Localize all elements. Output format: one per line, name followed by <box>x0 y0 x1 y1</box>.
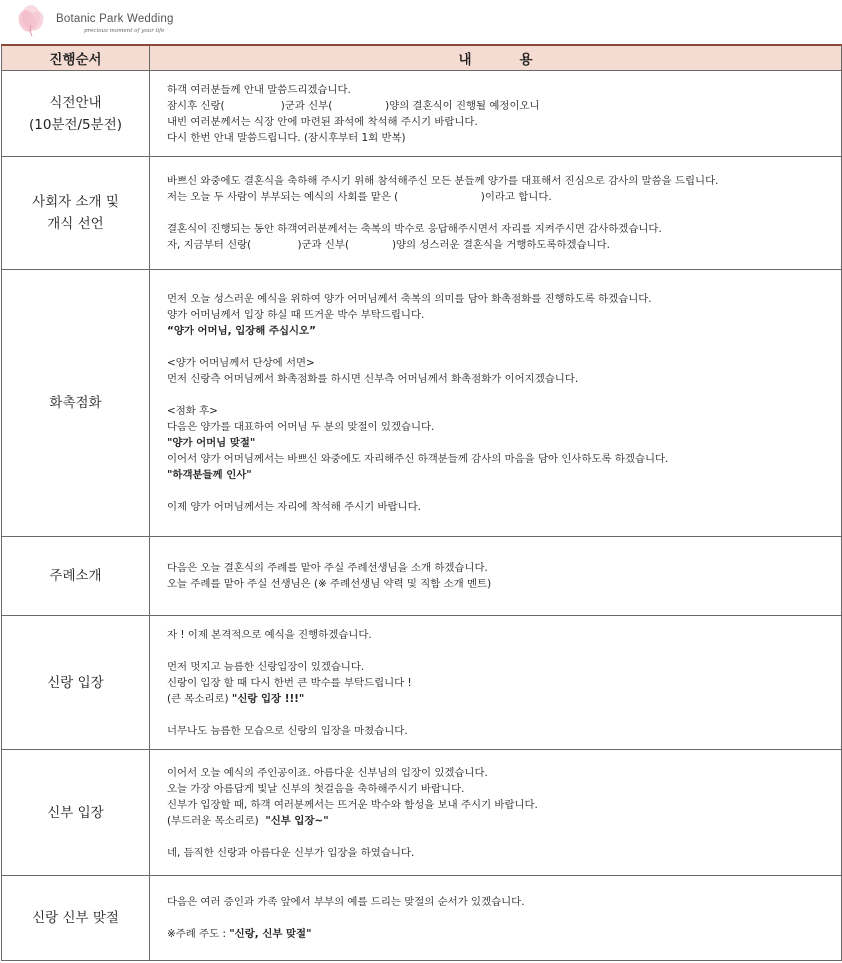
content-cell <box>150 537 842 616</box>
step-cell <box>2 876 150 961</box>
script-line: 먼저 오늘 성스러운 예식을 위하여 양가 어머님께서 축복의 의미를 담아 화촉점화를 진행하도록 하겠습니다. <box>167 293 652 305</box>
logo-subtitle: precious moment of your life <box>84 28 165 34</box>
column-header-step: 진행순서 <box>2 45 150 71</box>
script-line: (부드러운 목소리로) "신부 입장~" <box>167 814 329 827</box>
step-label: 화촉점화 <box>49 395 102 411</box>
table-row <box>2 750 842 876</box>
script-line: 결혼식이 진행되는 동안 하객여러분께서는 축복의 박수로 응답해주시면서 자리를 지켜주시면 감사하겠습니다. <box>167 223 662 235</box>
script-line: 신부가 입장할 때, 하객 여러분께서는 뜨거운 박수와 함성을 보내 주시기 바랍니다. <box>167 798 538 811</box>
logo-title: Botanic Park Wedding <box>56 13 174 25</box>
step-cell <box>2 750 150 876</box>
script-line: 이어서 오늘 예식의 주인공이죠. 아름다운 신부님의 입장이 있겠습니다. <box>167 766 488 779</box>
content-cell <box>150 616 842 750</box>
content-cell <box>150 71 842 157</box>
flower-logo-icon <box>14 3 48 37</box>
script-line: “양가 어머님, 입장해 주십시오” <box>167 325 316 337</box>
table-header-row <box>2 45 842 71</box>
script-line: <양가 어머님께서 단상에 서면> <box>167 357 315 369</box>
script-line: 이제 양가 어머님께서는 자리에 착석해 주시기 바랍니다. <box>167 501 421 513</box>
script-line: 내빈 여러분께서는 식장 안에 마련된 좌석에 착석해 주시기 바랍니다. <box>167 115 478 128</box>
script-line: ※주례 주도 : "신랑, 신부 맞절" <box>167 928 312 940</box>
paragraph-gap <box>167 339 841 355</box>
wedding-program-table <box>1 44 842 961</box>
script-line: <점화 후> <box>167 405 218 417</box>
paragraph-gap <box>167 387 841 403</box>
script-line: 양가 어머님께서 입장 하실 때 뜨거운 박수 부탁드립니다. <box>167 309 425 321</box>
step-cell <box>2 71 150 157</box>
content-cell <box>150 270 842 537</box>
script-line: 하객 여러분들께 안내 말씀드리겠습니다. <box>167 83 351 96</box>
step-cell <box>2 270 150 537</box>
script-line: 신랑이 입장 할 때 다시 한번 큰 박수를 부탁드립니다 ! <box>167 676 412 689</box>
step-label: 신랑 신부 맞절 <box>32 910 119 926</box>
paragraph-gap <box>167 643 841 659</box>
table-row <box>2 157 842 270</box>
step-label: (10분전/5분전) <box>28 116 122 133</box>
script-line: 다음은 양가를 대표하여 어머님 두 분의 맞절이 있겠습니다. <box>167 421 435 433</box>
step-label: 식전안내 <box>49 94 102 111</box>
script-line: 오늘 가장 아름답게 빛날 신부의 첫걸음을 축하해주시기 바랍니다. <box>167 782 465 795</box>
script-line: 먼저 멋지고 늠름한 신랑입장이 있겠습니다. <box>167 660 365 673</box>
script-line: 너무나도 늠름한 모습으로 신랑의 입장을 마쳤습니다. <box>167 724 408 737</box>
script-line: 바쁘신 와중에도 결혼식을 축하해 주시기 위해 참석해주신 모든 분들께 양가를 대표해서 진심으로 감사의 말씀을 드립니다. <box>167 175 719 187</box>
script-line: 저는 오늘 두 사람이 부부되는 예식의 사회를 맡은 ( )이라고 합니다. <box>167 191 552 203</box>
script-emphasis: "신랑, 신부 맞절" <box>229 928 312 940</box>
table-row <box>2 71 842 157</box>
script-line: (큰 목소리로) "신랑 입장 !!!" <box>167 692 305 705</box>
program-body <box>2 71 842 961</box>
content-cell <box>150 157 842 270</box>
paragraph-gap <box>167 483 841 499</box>
step-cell <box>2 537 150 616</box>
content-cell <box>150 876 842 961</box>
step-label: 신랑 입장 <box>47 674 104 691</box>
script-emphasis: "신부 입장~" <box>265 814 329 827</box>
step-label: 개식 선언 <box>47 216 104 232</box>
script-line: 자, 지금부터 신랑( )군과 신부( )양의 성스러운 결혼식을 거행하도록하겠습니다. <box>167 239 610 251</box>
script-line: 다시 한번 안내 말씀드립니다. (잠시후부터 1회 반복) <box>167 131 406 144</box>
script-line: "양가 어머님 맞절" <box>167 437 256 449</box>
table-row <box>2 616 842 750</box>
column-header-content: 내용 <box>150 45 842 71</box>
script-line: 다음은 오늘 결혼식의 주례를 맡아 주실 주례선생님을 소개 하겠습니다. <box>167 562 488 574</box>
paragraph-gap <box>167 829 841 845</box>
paragraph-gap <box>167 205 841 221</box>
script-emphasis: "신랑 입장 !!!" <box>231 692 305 705</box>
step-cell <box>2 616 150 750</box>
table-row <box>2 270 842 537</box>
paragraph-gap <box>167 707 841 723</box>
script-line: 다음은 여러 증인과 가족 앞에서 부부의 예를 드리는 맞절의 순서가 있겠습니다. <box>167 896 525 908</box>
step-cell <box>2 157 150 270</box>
step-label: 사회자 소개 및 <box>32 194 119 210</box>
step-label: 신부 입장 <box>47 804 104 821</box>
script-line: "하객분들께 인사" <box>167 469 252 481</box>
page-header <box>0 0 842 44</box>
table-row <box>2 537 842 616</box>
script-line: 자 ! 이제 본격적으로 예식을 진행하겠습니다. <box>167 628 372 641</box>
paragraph-gap <box>167 910 841 926</box>
script-line: 이어서 양가 어머님께서는 바쁘신 와중에도 자리해주신 하객분들께 감사의 마음을 담아 인사하도록 하겠습니다. <box>167 453 669 465</box>
script-line: 먼저 신랑측 어머님께서 화촉점화를 하시면 신부측 어머님께서 화촉점화가 이어지겠습니다. <box>167 373 579 385</box>
content-cell <box>150 750 842 876</box>
script-line: 네, 듬직한 신랑과 아름다운 신부가 입장을 하였습니다. <box>167 846 415 859</box>
table-row <box>2 876 842 961</box>
script-line: 잠시후 신랑( )군과 신부( )양의 결혼식이 진행될 예정이오니 <box>167 99 540 112</box>
script-line: 오늘 주례를 맡아 주실 선생님은 (※ 주례선생님 약력 및 직함 소개 멘트) <box>167 578 492 590</box>
step-label: 주례소개 <box>49 568 102 584</box>
